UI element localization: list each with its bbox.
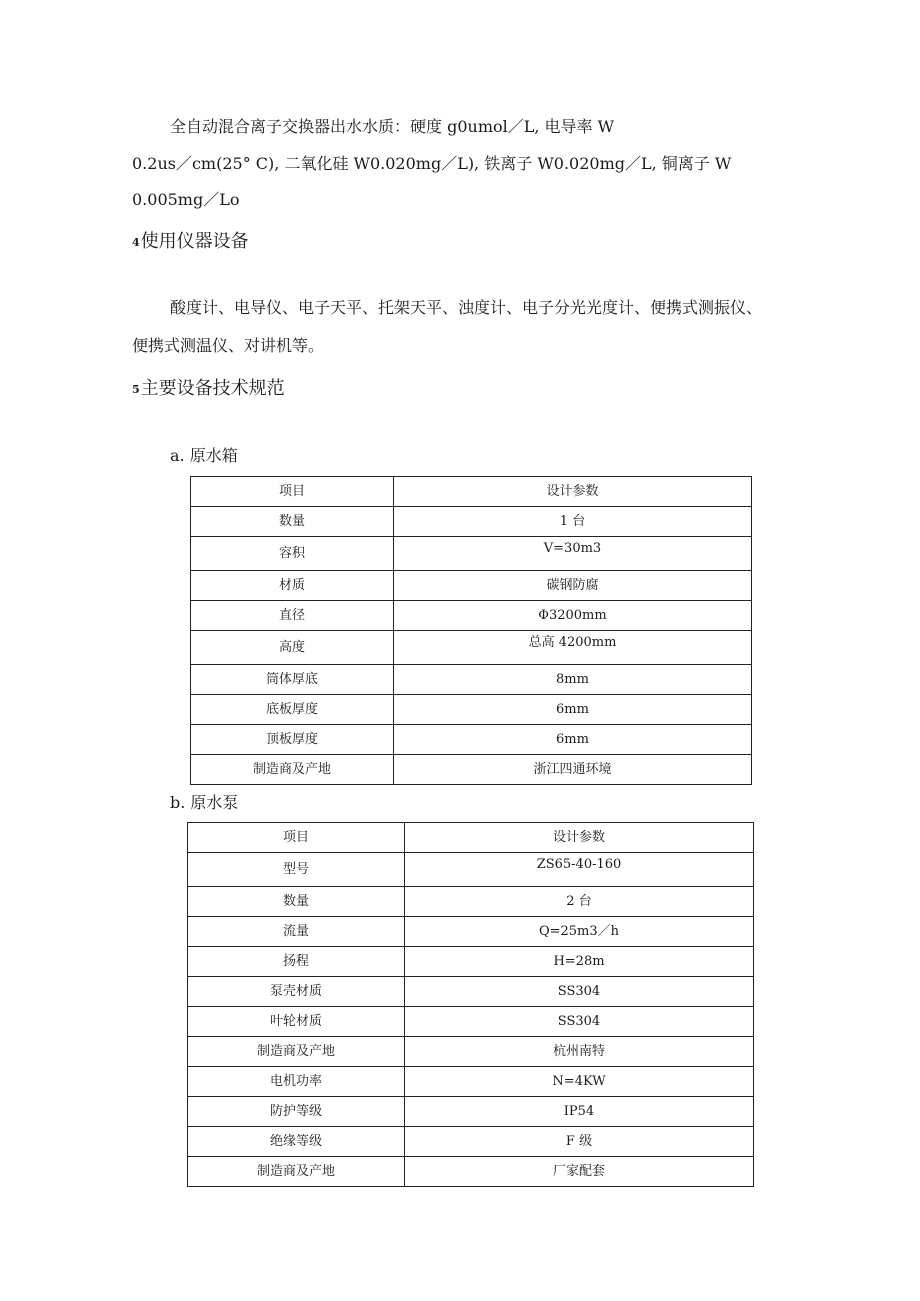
table-header-row: [188, 823, 754, 853]
value-cell: N=4KW: [405, 1067, 754, 1097]
section-5-heading: [132, 378, 285, 401]
table-a-body: [191, 477, 752, 785]
table-row: [188, 1007, 754, 1037]
intro-line-2: 0.2us／cm(25° C), 二氧化硅 W0.020mg／L), 铁离子 W0.020mg／L, 铜离子 W: [132, 154, 732, 173]
value-cell: H=28m: [405, 947, 754, 977]
table-row: [188, 1067, 754, 1097]
item-cell: 型号: [188, 853, 405, 887]
value-cell: 1 台: [394, 507, 752, 537]
value-cell: 2 台: [405, 887, 754, 917]
item-cell: 筒体厚底: [191, 665, 394, 695]
item-cell: 扬程: [188, 947, 405, 977]
section-4-heading: [132, 231, 249, 254]
table-row: [188, 977, 754, 1007]
value-cell: 设计参数: [405, 823, 754, 853]
value-cell: Q=25m3／h: [405, 917, 754, 947]
intro-line-3: 0.005mg／Lo: [132, 190, 240, 209]
item-cell: 绝缘等级: [188, 1127, 405, 1157]
table-header-row: [191, 477, 752, 507]
table-row: [188, 947, 754, 977]
table-row: [191, 601, 752, 631]
item-cell: 材质: [191, 571, 394, 601]
value-cell: 碳钢防腐: [394, 571, 752, 601]
section-4-body-line-2: 便携式测温仪、对讲机等。: [132, 336, 325, 355]
water-tank-spec-table: [190, 476, 752, 785]
item-cell: 数量: [191, 507, 394, 537]
value-cell: F 级: [405, 1127, 754, 1157]
value-cell: 浙江四通环境: [394, 755, 752, 785]
table-row: [188, 1097, 754, 1127]
table-row: [188, 1037, 754, 1067]
item-cell: 数量: [188, 887, 405, 917]
value-cell: Φ3200mm: [394, 601, 752, 631]
section-5-number: 5: [132, 383, 140, 396]
table-row: [191, 537, 752, 571]
section-5-title: 主要设备技术规范: [140, 378, 285, 399]
item-cell: 项目: [191, 477, 394, 507]
item-cell: 直径: [191, 601, 394, 631]
section-4-title: 使用仪器设备: [140, 231, 249, 252]
item-cell: 高度: [191, 631, 394, 665]
table-row: [188, 853, 754, 887]
table-row: [191, 507, 752, 537]
table-row: [188, 887, 754, 917]
value-cell: 6mm: [394, 695, 752, 725]
value-cell: 8mm: [394, 665, 752, 695]
value-cell: ZS65-40-160: [405, 853, 754, 887]
section-4-number: 4: [132, 236, 140, 249]
item-cell: 底板厚度: [191, 695, 394, 725]
value-cell: SS304: [405, 977, 754, 1007]
table-row: [191, 725, 752, 755]
intro-line-1: 全自动混合离子交换器出水水质：硬度 g0umol／L, 电导率 W: [170, 117, 615, 136]
value-cell: 设计参数: [394, 477, 752, 507]
table-b-body: [188, 823, 754, 1187]
table-row: [191, 665, 752, 695]
table-a-caption: a. 原水箱: [170, 446, 238, 465]
item-cell: 制造商及产地: [188, 1037, 405, 1067]
table-row: [191, 571, 752, 601]
item-cell: 叶轮材质: [188, 1007, 405, 1037]
table-row: [191, 631, 752, 665]
section-4-body-line-1: 酸度计、电导仪、电子天平、托架天平、浊度计、电子分光光度计、便携式测振仪、: [170, 298, 763, 317]
table-row: [191, 695, 752, 725]
value-cell: SS304: [405, 1007, 754, 1037]
item-cell: 项目: [188, 823, 405, 853]
value-cell: 杭州南特: [405, 1037, 754, 1067]
item-cell: 防护等级: [188, 1097, 405, 1127]
item-cell: 制造商及产地: [191, 755, 394, 785]
item-cell: 容积: [191, 537, 394, 571]
item-cell: 泵壳材质: [188, 977, 405, 1007]
item-cell: 电机功率: [188, 1067, 405, 1097]
table-row: [188, 1157, 754, 1187]
table-row: [188, 917, 754, 947]
value-cell: IP54: [405, 1097, 754, 1127]
table-b-caption: b. 原水泵: [170, 793, 239, 812]
value-cell: 6mm: [394, 725, 752, 755]
value-cell: 总高 4200mm: [394, 631, 752, 665]
item-cell: 流量: [188, 917, 405, 947]
item-cell: 顶板厚度: [191, 725, 394, 755]
table-row: [191, 755, 752, 785]
item-cell: 制造商及产地: [188, 1157, 405, 1187]
water-pump-spec-table: [187, 822, 754, 1187]
value-cell: 厂家配套: [405, 1157, 754, 1187]
table-row: [188, 1127, 754, 1157]
value-cell: V=30m3: [394, 537, 752, 571]
